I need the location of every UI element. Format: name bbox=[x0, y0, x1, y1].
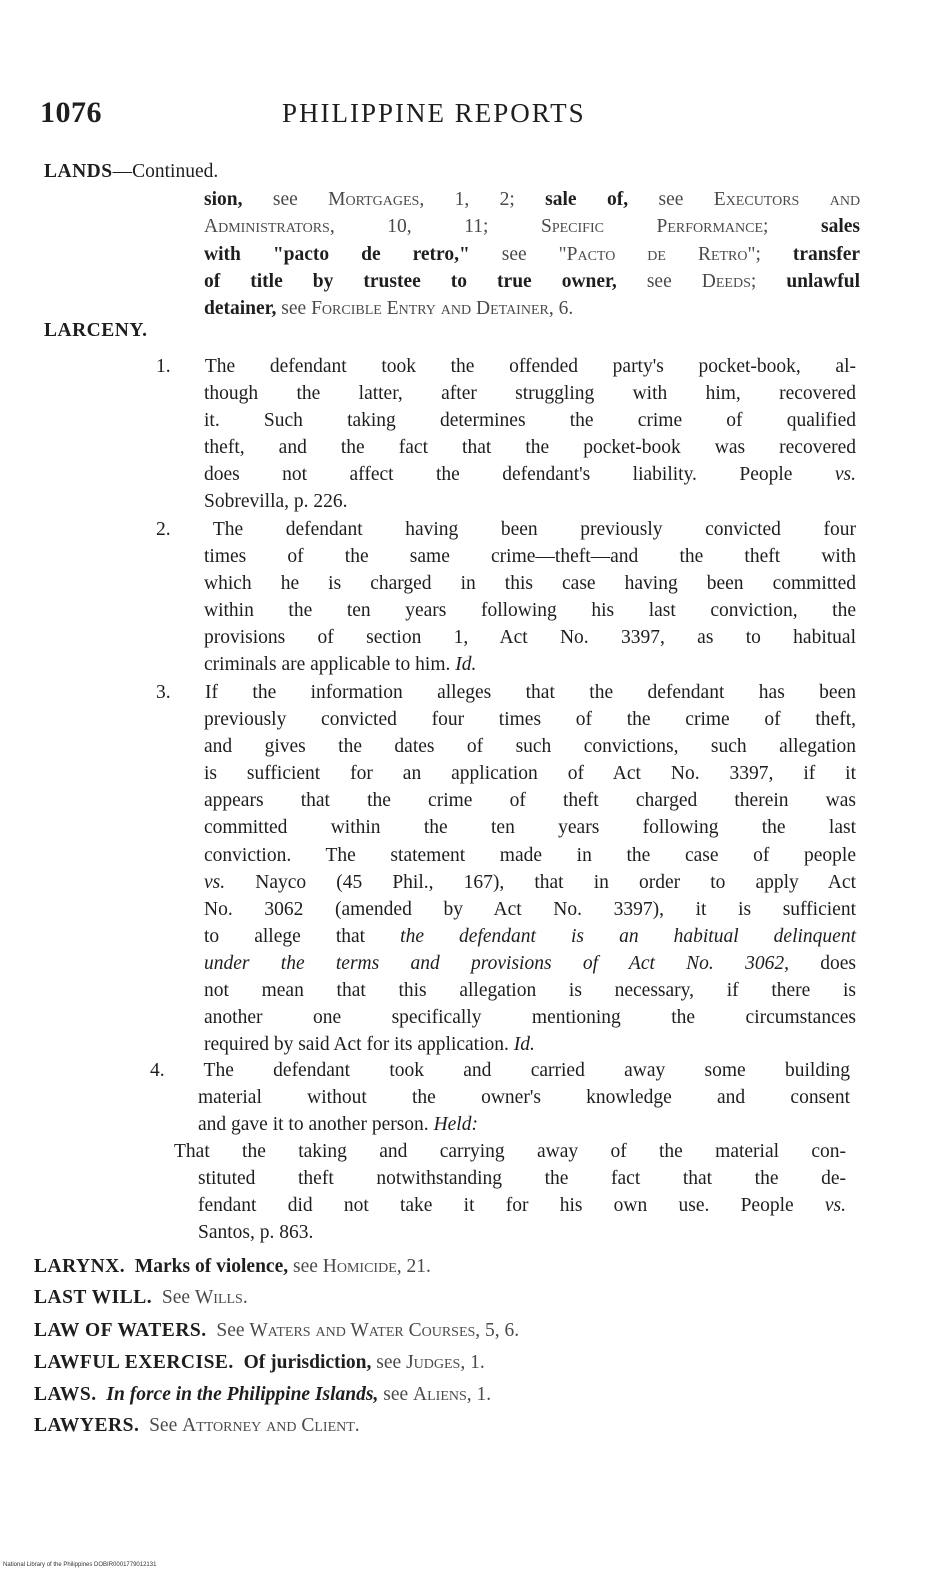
larceny-p2-line-3: which he is charged in this case having been committed bbox=[204, 573, 856, 594]
punct: ; bbox=[755, 244, 761, 265]
lands-line-5 bbox=[204, 296, 573, 322]
see-word: see bbox=[293, 1256, 318, 1277]
text: and gave it to another person. bbox=[198, 1114, 429, 1135]
lands-heading bbox=[44, 159, 218, 185]
larceny-p4-line-2: material without the owner's knowledge and consent bbox=[198, 1087, 850, 1108]
subtopic: with "pacto de retro," bbox=[204, 244, 470, 265]
headword: LAWYERS. bbox=[34, 1415, 140, 1436]
larceny-p2-line-4: within the ten years following his last conviction, the bbox=[204, 600, 856, 621]
see-word: see bbox=[376, 1352, 402, 1373]
subtopic: sale of, bbox=[545, 189, 629, 210]
cross-ref: Forcible Entry and Detainer bbox=[311, 298, 549, 319]
see-word: See bbox=[149, 1415, 178, 1436]
larceny-p3-line-8 bbox=[204, 870, 856, 896]
larceny-p1-line-6: Sobrevilla, p. 226. bbox=[204, 491, 348, 512]
larceny-p3-line-3: and gives the dates of such convictions, such allegation bbox=[204, 736, 856, 757]
headword: LAW OF WATERS. bbox=[34, 1320, 207, 1341]
ref-num: , 1. bbox=[460, 1352, 485, 1373]
larceny-p3-line-5: appears that the crime of theft charged therein was bbox=[204, 790, 856, 811]
larceny-p3-line-11 bbox=[204, 951, 856, 977]
larceny-p1-line-1: 1. The defendant took the offended party's pocket-book, al- bbox=[156, 356, 856, 377]
larceny-p4-line-4: That the taking and carrying away of the material con- bbox=[174, 1141, 846, 1162]
larceny-p4-line-5: stituted theft notwithstanding the fact that the de- bbox=[198, 1168, 846, 1189]
text: to allege that bbox=[204, 926, 366, 947]
cross-ref: "Pacto de Retro" bbox=[558, 244, 756, 265]
page-number: 1076 bbox=[40, 96, 102, 129]
subtopic: sales bbox=[821, 216, 861, 237]
entry-last-will bbox=[34, 1285, 248, 1311]
cross-ref: Wills bbox=[194, 1287, 243, 1308]
quoted-italic: the defendant is an habitual delinquent bbox=[400, 926, 856, 947]
entry-law-of-waters bbox=[34, 1318, 519, 1344]
larceny-p1-line-4: theft, and the fact that the pocket-book was recovered bbox=[204, 437, 856, 458]
larceny-p2-line-1: 2. The defendant having been previously convicted four bbox=[156, 519, 856, 540]
larceny-p3-line-14 bbox=[204, 1032, 535, 1058]
see-word: see bbox=[646, 271, 672, 292]
vs-italic: vs. bbox=[204, 872, 226, 893]
cross-ref: Judges bbox=[406, 1352, 461, 1373]
ref-num: , 10, 11; bbox=[329, 216, 489, 237]
larceny-p3-line-6: committed within the ten years following the last bbox=[204, 817, 856, 838]
scan-footer: National Library of the Philippines DOBIR0001779012131 bbox=[3, 1562, 157, 1568]
text: criminals are applicable to him. bbox=[204, 654, 451, 675]
see-word: see bbox=[272, 189, 298, 210]
ref-num: . bbox=[242, 1287, 248, 1308]
larceny-p3-line-2: previously convicted four times of the crime of theft, bbox=[204, 709, 856, 730]
see-word: See bbox=[161, 1287, 190, 1308]
subtopic: Marks of violence, bbox=[134, 1256, 289, 1277]
text: fendant did not take it for his own use. People bbox=[198, 1195, 794, 1216]
subtopic: detainer, bbox=[204, 298, 277, 319]
lands-line-4 bbox=[204, 269, 860, 295]
larceny-headword: LARCENY. bbox=[44, 320, 148, 341]
larceny-p3-line-12: not mean that this allegation is necessary, if there is bbox=[204, 980, 856, 1001]
cross-ref: Executors and bbox=[713, 189, 861, 210]
page-header bbox=[40, 96, 640, 140]
larceny-p2-line-6 bbox=[204, 652, 476, 678]
text: does not affect the defendant's liability. People bbox=[204, 464, 793, 485]
lands-headword: LANDS bbox=[44, 161, 113, 182]
punct: ; bbox=[750, 271, 757, 292]
entry-larynx bbox=[34, 1254, 431, 1280]
larceny-p3-line-13: another one specifically mentioning the circumstances bbox=[204, 1007, 856, 1028]
larceny-p3-line-4: is sufficient for an application of Act No. 3397, if it bbox=[204, 763, 856, 784]
subtopic: of title by trustee to true owner, bbox=[204, 271, 617, 292]
larceny-p4-line-3 bbox=[198, 1112, 478, 1138]
headword: LAST WILL. bbox=[34, 1287, 153, 1308]
cross-ref: Waters and Water Courses bbox=[249, 1320, 476, 1341]
ref-num: , 1. bbox=[466, 1384, 492, 1405]
lands-line-3 bbox=[204, 242, 860, 268]
ref-num: , 21. bbox=[396, 1256, 431, 1277]
larceny-heading bbox=[44, 318, 148, 344]
larceny-p3-line-1: 3. If the information alleges that the defendant has been bbox=[156, 682, 856, 703]
larceny-p4-line-7: Santos, p. 863. bbox=[198, 1222, 314, 1243]
larceny-p2-line-5: provisions of section 1, Act No. 3397, as to habitual bbox=[204, 627, 856, 648]
cross-ref: Deeds bbox=[701, 271, 751, 292]
subtopic: Of jurisdiction, bbox=[243, 1352, 372, 1373]
entry-laws bbox=[34, 1382, 491, 1408]
subtopic: sion, bbox=[204, 189, 243, 210]
vs-italic: vs. bbox=[824, 1195, 847, 1216]
cross-ref: Specific Performance bbox=[540, 216, 764, 237]
larceny-p1-line-2: though the latter, after struggling with him, recovered bbox=[204, 383, 856, 404]
larceny-p3-line-10 bbox=[204, 924, 856, 950]
headword: LARYNX. bbox=[34, 1256, 126, 1277]
punct: ; bbox=[763, 216, 769, 237]
text: does bbox=[820, 953, 856, 974]
id-italic: Id. bbox=[513, 1034, 535, 1055]
see-word: see bbox=[658, 189, 684, 210]
headword: LAWFUL EXERCISE. bbox=[34, 1352, 234, 1373]
ref-num: . bbox=[354, 1415, 360, 1436]
cross-ref: Attorney and Client bbox=[182, 1415, 355, 1436]
held-italic: Held: bbox=[433, 1114, 478, 1135]
lands-line-1 bbox=[204, 187, 860, 213]
larceny-p3-line-9: No. 3062 (amended by Act No. 3397), it is sufficient bbox=[204, 899, 856, 920]
cross-ref: Homicide bbox=[322, 1256, 397, 1277]
larceny-p1-line-3: it. Such taking determines the crime of qualified bbox=[204, 410, 856, 431]
see-word: see bbox=[501, 244, 527, 265]
quoted-italic: under the terms and provisions of Act No. 3062, bbox=[204, 953, 789, 974]
larceny-p4-line-1: 4. The defendant took and carried away some building bbox=[150, 1060, 850, 1081]
headword: LAWS. bbox=[34, 1384, 97, 1405]
larceny-p3-line-7: conviction. The statement made in the case of people bbox=[204, 845, 856, 866]
see-word: see bbox=[281, 298, 307, 319]
ref-num: , 6. bbox=[548, 298, 574, 319]
subtopic: unlawful bbox=[786, 271, 861, 292]
continued-label: —Continued. bbox=[112, 161, 219, 182]
subtopic: In force in the Philippine Islands, bbox=[106, 1384, 379, 1405]
id-italic: Id. bbox=[455, 654, 477, 675]
see-word: see bbox=[383, 1384, 409, 1405]
cross-ref: Aliens bbox=[413, 1384, 467, 1405]
text: Nayco (45 Phil., 167), that in order to apply Act bbox=[255, 872, 856, 893]
larceny-p2-line-2: times of the same crime—theft—and the theft with bbox=[204, 546, 856, 567]
ref-num: , 1, 2; bbox=[419, 189, 515, 210]
text: required by said Act for its application. bbox=[204, 1034, 509, 1055]
lands-line-2 bbox=[204, 214, 860, 240]
larceny-p1-line-5 bbox=[204, 462, 856, 488]
entry-lawyers bbox=[34, 1413, 360, 1439]
cross-ref: Mortgages bbox=[328, 189, 420, 210]
subtopic: transfer bbox=[792, 244, 861, 265]
ref-num: , 5, 6. bbox=[475, 1320, 520, 1341]
larceny-p4-line-6 bbox=[198, 1193, 846, 1219]
vs-italic: vs. bbox=[834, 464, 856, 485]
cross-ref: Administrators bbox=[204, 216, 330, 237]
entry-lawful-exercise bbox=[34, 1350, 485, 1376]
running-head: PHILIPPINE REPORTS bbox=[282, 98, 586, 128]
see-word: See bbox=[216, 1320, 245, 1341]
